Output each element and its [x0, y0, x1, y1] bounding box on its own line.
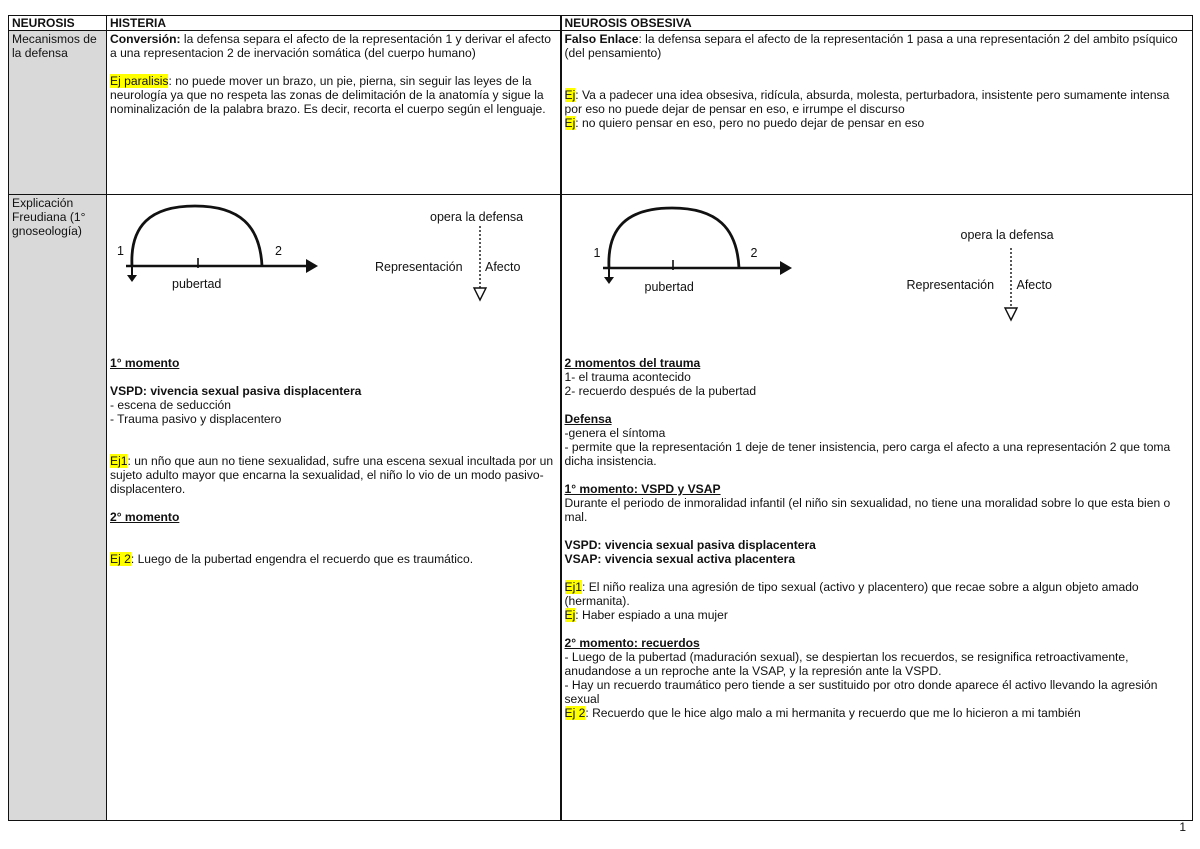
obsesiva-falso-enlace: Falso Enlace: la defensa separa el afecto de la representación 1 pasa a una representación 2 del ambito psíquico (del pensamiento): [564, 32, 1178, 60]
label-mecanismos: Mecanismos de la defensa: [9, 31, 107, 195]
obsesiva-mecanismos: [561, 31, 1193, 195]
diagram-defense-label: opera la defensa: [430, 210, 524, 224]
obsesiva-defensa-item-2: - permite que la representación 1 deje de tener insistencia, pero carga el afecto a una representación 2 que toma dicha insistencia.: [564, 440, 1171, 468]
header-obsesiva: NEUROSIS OBSESIVA: [561, 16, 1193, 31]
neurosis-table: [8, 15, 1193, 821]
header-row: [9, 16, 1193, 31]
histeria-example: Ej paralisis: no puede mover un brazo, un pie, pierna, sin seguir las leyes de la neurología ya que no respeta las zonas de delimitación de la anatomía y sigue la nominalización de la palabra brazo. Es decir, recorta el cuerpo según el lenguaje.: [110, 74, 546, 116]
obsesiva-trauma-item-1: 1- el trauma acontecido: [564, 370, 691, 384]
histeria-ej2: Ej 2: Luego de la pubertad engendra el recuerdo que es traumático.: [110, 552, 474, 566]
obsesiva-diagram: [565, 196, 1190, 356]
obsesiva-momento-2-item-1: - Luego de la pubertad (maduración sexual), se despiertan los recuerdos, se resignifica retroactivamente, anudandose a un reproche ante la VSAP, y la represión ante la VSPD.: [564, 650, 1129, 678]
row-mecanismos: [9, 31, 1193, 195]
diagram-afecto-label: Afecto: [485, 260, 521, 274]
obsesiva-momento-2-item-2: - Hay un recuerdo traumático pero tiende a ser sustituido por otro donde aparece él activo llevando la agresión sexual: [564, 678, 1158, 706]
obsesiva-ej1: Ej1: El niño realiza una agresión de tipo sexual (activo y placentero) que recae sobre a algun objeto amado (hermanita).: [564, 580, 1139, 608]
histeria-momento-1: 1° momento: [110, 356, 180, 370]
diagram-pubertad: pubertad: [172, 277, 222, 291]
diagram-afecto-label: Afecto: [1016, 278, 1052, 292]
obsesiva-ej2: Ej 2: Recuerdo que le hice algo malo a mi hermanita y recuerdo que me lo hicieron a mi también: [564, 706, 1081, 720]
histeria-diagram: [110, 196, 557, 356]
histeria-vspd: VSPD: vivencia sexual pasiva displacentera: [110, 384, 362, 398]
diagram-defense-label: opera la defensa: [960, 228, 1054, 242]
page-number: 1: [1179, 820, 1186, 834]
header-neurosis: NEUROSIS: [9, 16, 107, 31]
diagram-mark-1: 1: [593, 246, 601, 260]
header-histeria: HISTERIA: [107, 16, 561, 31]
obsesiva-defensa-item-1: -genera el síntoma: [564, 426, 666, 440]
obsesiva-momento-2: 2° momento: recuerdos: [564, 636, 700, 650]
obsesiva-example-2: Ej: no quiero pensar en eso, pero no puedo dejar de pensar en eso: [564, 116, 925, 130]
obsesiva-explicacion: [561, 195, 1193, 821]
diagram-mark-1: 1: [117, 244, 124, 258]
obsesiva-momento-1: 1° momento: VSPD y VSAP: [564, 482, 721, 496]
diagram-mark-2: 2: [750, 246, 758, 260]
diagram-rep-label: Representación: [906, 278, 995, 292]
obsesiva-defensa-title: Defensa: [564, 412, 612, 426]
obsesiva-vsap: VSAP: vivencia sexual activa placentera: [564, 552, 796, 566]
diagram-mark-2: 2: [275, 244, 282, 258]
obsesiva-ej: Ej: Haber espiado a una mujer: [564, 608, 728, 622]
obsesiva-trauma-title: 2 momentos del trauma: [564, 356, 701, 370]
histeria-item-1: - escena de seducción: [110, 398, 232, 412]
row-explicacion: [9, 195, 1193, 821]
histeria-item-2: - Trauma pasivo y displacentero: [110, 412, 282, 426]
label-explicacion: Explicación Freudiana (1° gnoseología): [9, 195, 107, 821]
obsesiva-trauma-item-2: 2- recuerdo después de la pubertad: [564, 384, 757, 398]
histeria-explicacion: [107, 195, 561, 821]
histeria-mecanismos: [107, 31, 561, 195]
histeria-momento-2: 2° momento: [110, 510, 180, 524]
histeria-conversion: Conversión: la defensa separa el afecto de la representación 1 y derivar el afecto a una representacion 2 de inervación somática (del cuerpo humano): [110, 32, 551, 60]
obsesiva-momento-1-text: Durante el periodo de inmoralidad infantil (el niño sin sexualidad, no tiene una moralidad sobre lo que esta bien o mal.: [564, 496, 1171, 524]
timeline-diagram: [565, 196, 1185, 356]
diagram-pubertad: pubertad: [644, 280, 694, 294]
obsesiva-example-1: Ej: Va a padecer una idea obsesiva, ridícula, absurda, molesta, perturbadora, insistente pero sumamente intensa por eso no puede dejar de pensar en eso, e irrumpe el discurso: [564, 88, 1170, 116]
obsesiva-vspd: VSPD: vivencia sexual pasiva displacentera: [564, 538, 816, 552]
diagram-rep-label: Representación: [375, 260, 463, 274]
histeria-ej1: Ej1: un nño que aun no tiene sexualidad, sufre una escena sexual incultada por un sujeto adulto mayor que encarna la sexualidad, el niño lo vio de un modo pasivo-displacentero.: [110, 454, 554, 496]
